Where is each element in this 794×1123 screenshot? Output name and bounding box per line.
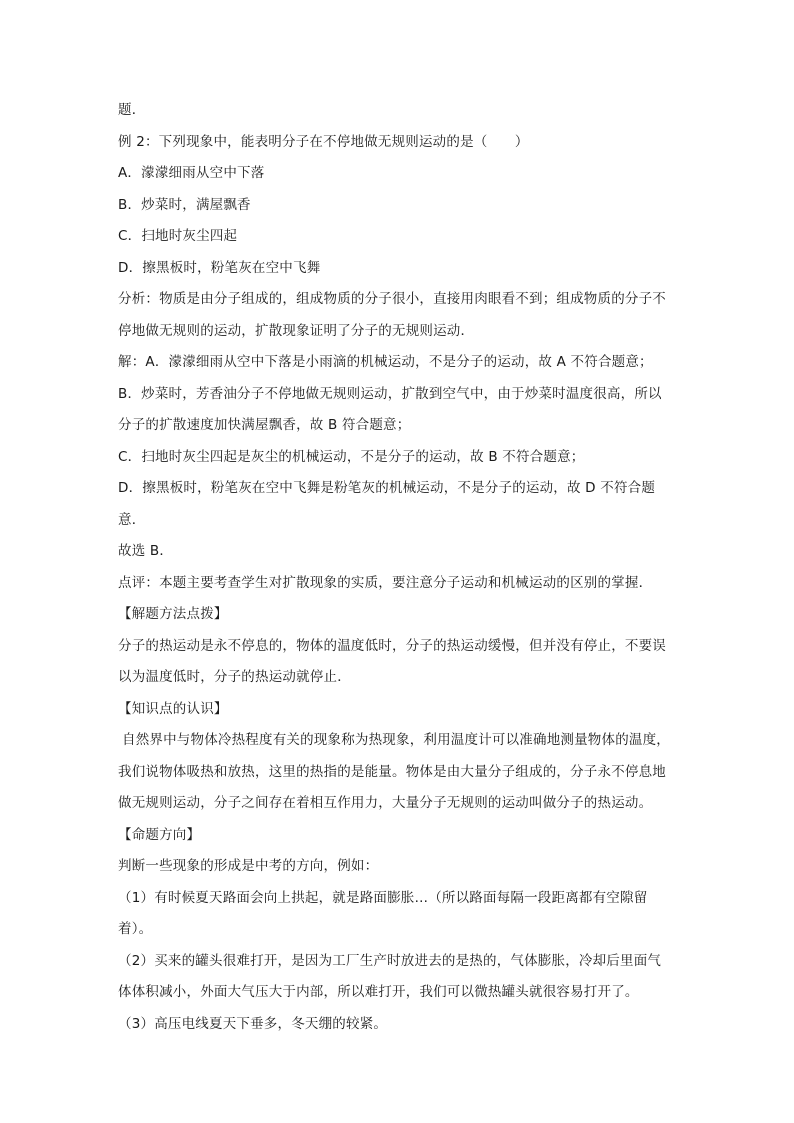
option-b: B．炒菜时，满屋飘香 [118,196,251,213]
solution-line: C．扫地时灰尘四起是灰尘的机械运动，不是分子的运动，故 B 不符合题意； [118,448,585,465]
method-line: 分子的热运动是永不停息的，物体的温度低时，分子的热运动缓慢，但并没有停止，不要误 [118,637,666,654]
option-a: A．濛濛细雨从空中下落 [118,165,265,181]
solution-line: D．擦黑板时，粉笔灰在空中飞舞是粉笔灰的机械运动，不是分子的运动，故 D 不符合题 [118,480,656,496]
analysis-line: 分析：物质是由分子组成的，组成物质的分子很小，直接用肉眼看不到；组成物质的分子不 [118,291,666,307]
question-stem: 例 2：下列现象中，能表明分子在不停地做无规则运动的是（ ） [118,133,529,150]
example-line: （3）高压电线夏天下垂多，冬天绷的较紧。 [118,1015,388,1032]
solution-line: 解：A．濛濛细雨从空中下落是小雨滴的机械运动，不是分子的运动，故 A 不符合题意； [118,354,653,370]
knowledge-line: 自然界中与物体冷热程度有关的现象称为热现象，利用温度计可以准确地测量物体的温度， [122,732,670,748]
document-body [118,100,683,1045]
example-line: 着）。 [118,921,153,937]
section-heading-knowledge: 【知识点的认识】 [118,700,228,717]
example-line: （1）有时候夏天路面会向上拱起，就是路面膨胀…（所以路面每隔一段距离都有空隙留 [118,889,648,906]
knowledge-line: 做无规则运动，分子之间存在着相互作用力，大量分子无规则的运动叫做分子的热运动。 [118,795,653,811]
section-heading-method: 【解题方法点拨】 [118,606,228,622]
example-line: 体体积减小，外面大气压大于内部，所以难打开，我们可以微热罐头就很容易打开了。 [118,984,639,1000]
section-heading-direction: 【命题方向】 [118,826,201,843]
method-line: 以为温度低时，分子的热运动就停止． [118,669,351,685]
analysis-line: 停地做无规则的运动，扩散现象证明了分子的无规则运动． [118,322,475,339]
option-d: D．擦黑板时，粉笔灰在空中飞舞 [118,259,321,276]
knowledge-line: 我们说物体吸热和放热，这里的热指的是能量。物体是由大量分子组成的，分子永不停息地 [118,763,666,780]
example-line: （2）买来的罐头很难打开，是因为工厂生产时放进去的是热的，气体膨胀，冷却后里面气 [118,952,662,969]
solution-line: B．炒菜时，芳香油分子不停地做无规则运动，扩散到空气中，由于炒菜时温度很高，所以 [118,385,662,402]
comment-line: 点评：本题主要考查学生对扩散现象的实质，要注意分子运动和机械运动的区别的掌握． [118,574,653,591]
option-c: C．扫地时灰尘四起 [118,228,238,244]
solution-line: 分子的扩散速度加快满屋飘香，故 B 符合题意； [118,417,411,433]
solution-line: 意． [118,511,146,528]
answer-line: 故选 B． [118,543,174,559]
direction-line: 判断一些现象的形成是中考的方向，例如： [118,858,379,874]
text-line: 题． [118,102,146,118]
